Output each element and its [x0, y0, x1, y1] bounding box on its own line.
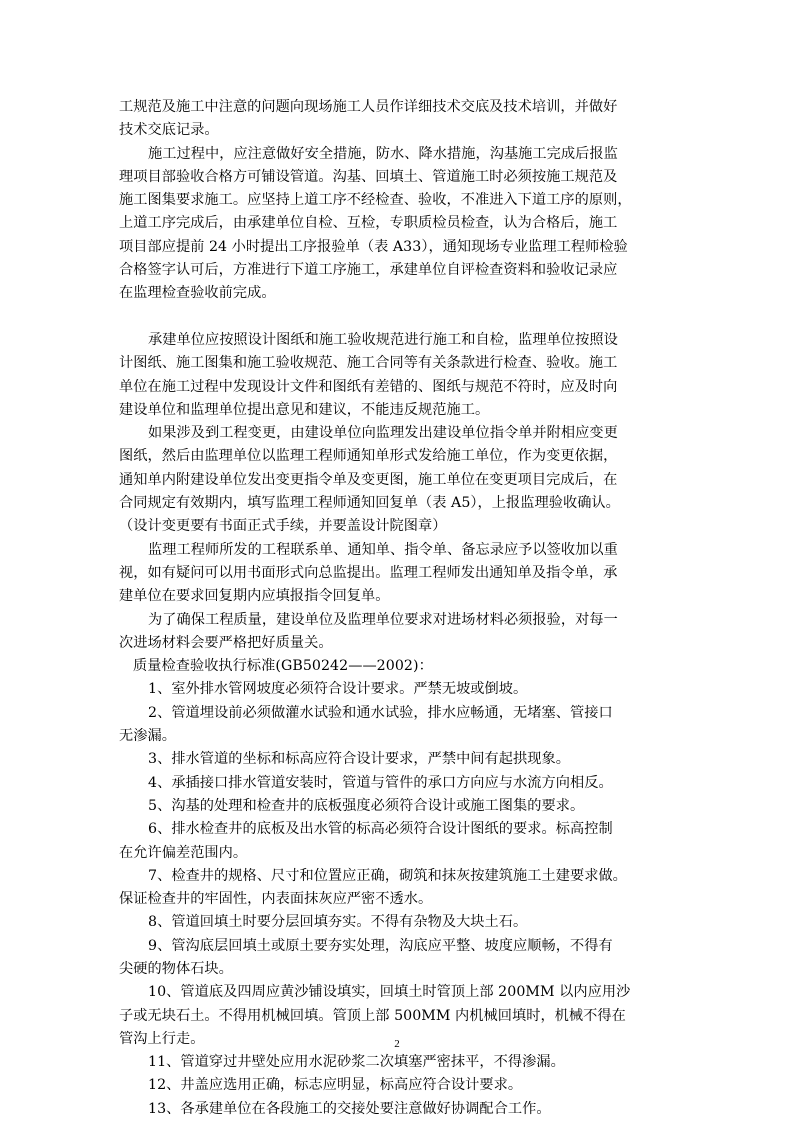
text-line: （设计变更要有书面正式手续，并要盖设计院图章） [119, 518, 447, 535]
text-line: 无渗漏。 [119, 728, 176, 745]
text-line: 尖硬的物体石块。 [119, 960, 233, 977]
text-line: 管沟上行走。 [119, 1030, 205, 1047]
text-line: 通知单内附建设单位发出变更指令单及变更图，施工单位在变更项目完成后，在 [119, 471, 618, 488]
text-line: 为了确保工程质量，建设单位及监理单位要求对进场材料必须报验，对每一 [148, 611, 618, 628]
text-line: 建设单位和监理单位提出意见和建议，不能违反规范施工。 [119, 401, 490, 418]
page-number: 2 [394, 1038, 400, 1050]
text-line: 在监理检查验收前完成。 [119, 285, 276, 302]
text-line: 工规范及施工中注意的问题向现场施工人员作详细技术交底及技术培训，并做好 [119, 99, 618, 115]
text-line: 次进场材料会要严格把好质量关。 [119, 634, 333, 651]
text-line: 12、井盖应选用正确，标志应明显，标高应符合设计要求。 [148, 1077, 523, 1094]
text-line: 10、管道底及四周应黄沙铺设填实，回填土时管顶上部 200MM 以内应用沙 [148, 984, 631, 1001]
text-line: 7、检查井的规格、尺寸和位置应正确，砌筑和抹灰按建筑施工土建要求做。 [148, 867, 627, 884]
text-line: 图纸，然后由监理单位以监理工程师通知单形式发给施工单位，作为变更依据， [119, 448, 618, 465]
text-line: 视，如有疑问可以用书面形式向总监提出。监理工程师发出通知单及指令单，承 [119, 564, 618, 581]
text-line: 承建单位应按照设计图纸和施工验收规范进行施工和自检，监理单位按照设 [148, 331, 618, 348]
text-line: 3、排水管道的坐标和标高应符合设计要求，严禁中间有起拱现象。 [148, 751, 570, 768]
text-line: 9、管沟底层回填土或原土要夯实处理，沟底应平整、坡度应顺畅，不得有 [148, 937, 613, 954]
body-text [119, 96, 675, 1121]
text-line: 监理工程师所发的工程联系单、通知单、指令单、备忘录应予以签收加以重 [148, 541, 618, 558]
text-line: 质量检查验收执行标准(GB50242——2002)： [133, 658, 433, 675]
text-line: 6、排水检查井的底板及出水管的标高必须符合设计图纸的要求。标高控制 [148, 821, 613, 838]
text-line: 项目部应提前 24 小时提出工序报验单（表 A33），通知现场专业监理工程师检验 [119, 238, 628, 255]
text-line: 施工图集要求施工。应坚持上道工序不经检查、验收，不准进入下道工序的原则， [119, 192, 632, 209]
text-line [119, 306, 675, 329]
text-line: 13、各承建单位在各段施工的交接处要注意做好协调配合工作。 [148, 1100, 551, 1117]
text-line: 如果涉及到工程变更，由建设单位向监理发出建设单位指令单并附相应变更 [148, 425, 618, 442]
text-line: 在允许偏差范围内。 [119, 844, 248, 861]
text-line: 上道工序完成后，由承建单位自检、互检，专职质检员检查，认为合格后，施工 [119, 215, 618, 232]
text-line: 保证检查井的牢固性，内表面抹灰应严密不透水。 [119, 891, 433, 908]
text-line: 计图纸、施工图集和施工验收规范、施工合同等有关条款进行检查、验收。施工 [119, 355, 618, 372]
text-line: 技术交底记录。 [119, 122, 219, 139]
text-line: 1、室外排水管网坡度必须符合设计要求。严禁无坡或倒坡。 [148, 681, 528, 698]
text-line: 单位在施工过程中发现设计文件和图纸有差错的、图纸与规范不符时，应及时向 [119, 378, 618, 395]
text-line: 2、管道埋设前必须做灌水试验和通水试验，排水应畅通，无堵塞、管接口 [148, 704, 613, 721]
text-line: 11、管道穿过井壁处应用水泥砂浆二次填塞严密抹平，不得渗漏。 [148, 1054, 565, 1071]
text-line: 子或无块石土。不得用机械回填。管顶上部 500MM 内机械回填时，机械不得在 [119, 1007, 626, 1024]
text-line: 合同规定有效期内，填写监理工程师通知回复单（表 A5），上报监理验收确认。 [119, 495, 620, 512]
text-line: 建单位在要求回复期内应填报指令回复单。 [119, 588, 390, 605]
text-line: 施工过程中，应注意做好安全措施，防水、降水措施，沟基施工完成后报监 [148, 145, 618, 162]
text-line: 合格签字认可后，方准进行下道工序施工，承建单位自评检查资料和验收记录应 [119, 262, 618, 279]
text-line: 8、管道回填土时要分层回填夯实。不得有杂物及大块土石。 [148, 914, 528, 931]
text-line: 4、承插接口排水管道安装时，管道与管件的承口方向应与水流方向相反。 [148, 774, 613, 791]
text-line: 5、沟基的处理和检查井的底板强度必须符合设计或施工图集的要求。 [148, 797, 585, 814]
text-line: 理项目部验收合格方可铺设管道。沟基、回填土、管道施工时必须按施工规范及 [119, 168, 618, 185]
